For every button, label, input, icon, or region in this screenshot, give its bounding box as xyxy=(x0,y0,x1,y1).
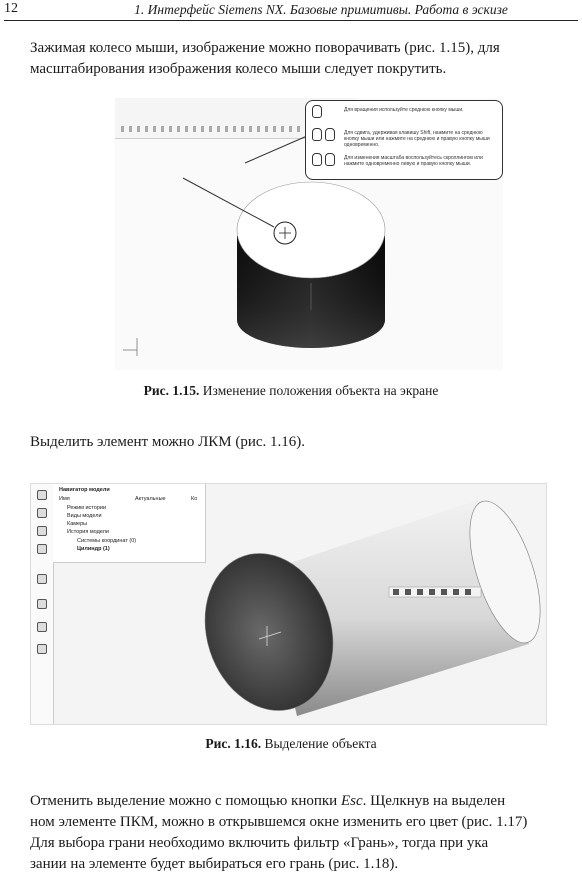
paragraph-rotate xyxy=(30,38,575,80)
column-k: Ко xyxy=(191,496,198,502)
paragraph-line: масштабирования изображения колесо мыши следует покрутить. xyxy=(30,61,447,77)
paragraph-line: ном элементе ПКМ, можно в открывшемся окне изменить его цвет (рис. 1.17) xyxy=(30,814,528,830)
paragraph-select: Выделить элемент можно ЛКМ (рис. 1.16). xyxy=(30,434,306,450)
page-header xyxy=(4,0,578,21)
tree-item[interactable]: История модели xyxy=(67,529,109,535)
running-head: 1. Интерфейс Siemens NX. Базовые примитивы. Работа в эскизе xyxy=(134,2,508,17)
paragraph-line: Для выбора грани необходимо включить фильтр «Грань», тогда при ука xyxy=(30,835,489,851)
mouse-icon xyxy=(312,105,322,118)
column-name: Имя xyxy=(59,496,70,502)
caption-label: Рис. 1.15. xyxy=(143,383,200,398)
paragraph-face-filter xyxy=(30,833,578,875)
tip-row-rotate: Для вращения используйте среднюю кнопку мыши. xyxy=(312,105,498,127)
tree-item-selected[interactable]: Цилиндр (1) xyxy=(77,546,110,552)
esc-key-text: Esc xyxy=(340,793,363,809)
paragraph-line: Зажимая колесо мыши, изображение можно поворачивать (рис. 1.15), для xyxy=(30,40,500,56)
cylinder-selected-illustration xyxy=(31,484,546,724)
mouse-tips-box xyxy=(305,100,503,180)
navigator-title: Навигатор модели xyxy=(59,487,110,493)
caption-text: Выделение объекта xyxy=(261,736,377,751)
mouse-icon xyxy=(312,153,322,166)
paragraph-deselect xyxy=(30,791,578,833)
tip-row-zoom: Для изменения масштаба воспользуйтесь скроллингом или нажмите одновременно левую и правую кнопку мыши. xyxy=(312,153,498,175)
mouse-icon xyxy=(312,128,322,141)
mouse-icon xyxy=(325,128,335,141)
paragraph-line: Отменить выделение можно с помощью кнопки Esc. Щелкнув на выделен xyxy=(30,793,506,809)
column-actual: Актуальные xyxy=(135,496,166,502)
tree-item[interactable]: Режим истории xyxy=(67,505,107,511)
paragraph-line: зании на элементе будет выбираться его грань (рис. 1.18). xyxy=(30,856,399,872)
caption-1-15 xyxy=(0,383,582,399)
tip-row-pan: Для сдвига, удерживая клавишу Shift, нажмите на среднюю кнопку мыши или нажмите на среднюю и правую кнопку мыши одновременно. xyxy=(312,128,498,150)
tree-item[interactable]: Виды модели xyxy=(67,513,102,519)
tree-item[interactable]: Системы координат (0) xyxy=(77,538,137,544)
caption-text: Изменение положения объекта на экране xyxy=(199,383,439,398)
caption-1-16 xyxy=(0,736,582,752)
tree-item[interactable]: Камеры xyxy=(67,521,88,527)
caption-label: Рис. 1.16. xyxy=(205,736,262,751)
figure-1-16 xyxy=(30,483,547,725)
mouse-icon xyxy=(325,153,335,166)
page-number: 12 xyxy=(4,1,18,16)
figure-1-15 xyxy=(115,98,503,370)
